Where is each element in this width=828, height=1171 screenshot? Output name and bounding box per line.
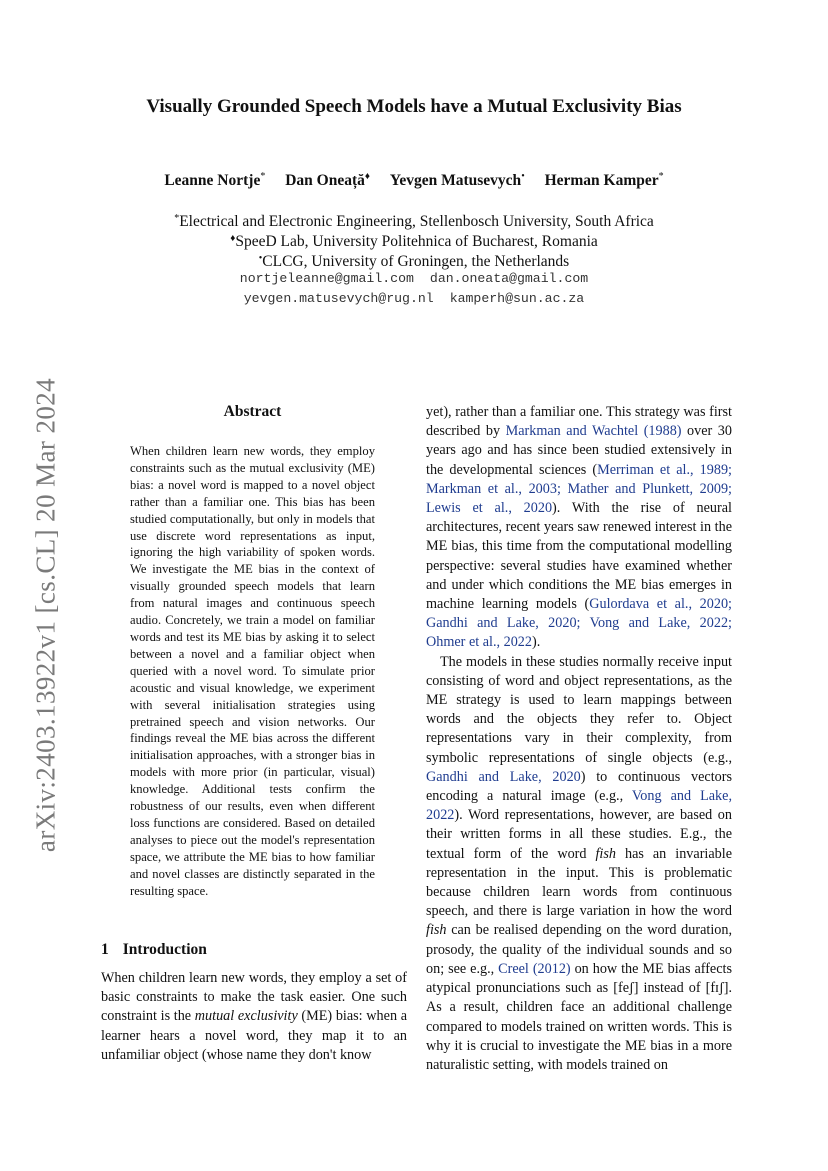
intro-paragraph: When children learn new words, they employ a set of basic constraints to make the task easier. One such constraint is the mutual exclusivity (ME) bias: when a learner hears a novel word, they map it to an unfamiliar object (whose name they don't know <box>101 970 408 1063</box>
author-list <box>0 171 828 190</box>
section-heading: 1 Introduction <box>101 941 207 958</box>
email-line <box>0 271 828 286</box>
email-line <box>0 291 828 306</box>
citation-link[interactable]: Markman and Wachtel (1988) <box>505 423 682 440</box>
citation-link[interactable]: Creel (2012) <box>498 960 571 977</box>
intro-paragraph: The models in these studies normally receive input consisting of word and object representations, as the ME strategy is used to learn mappings between words and the objects they refer to. Object representations vary in their complexity, from symbolic representations of single objects (e.g., Gandhi and Lake, 2020) to continuous vectors encoding a natural image (e.g., Vong and Lake, 2022). Word representations, however, are based on their written forms in all these studies. E.g., the textual form of the word fish has an invariable representation in the input. This is problematic because children learn words from continuous speech, and there is large variation in how the word fish can be realised depending on the word duration, prosody, the quality of the individual sounds and so on; see e.g., Creel (2012) on how the ME bias affects atypical pronunciations such as [feʃ] instead of [fɪʃ]. As a result, children face an additional challenge compared to models trained on written words. This is why it is crucial to investigate the ME bias in a more naturalistic setting, with models trained on <box>426 653 732 1073</box>
author: Leanne Nortje* <box>164 171 266 189</box>
intro-paragraph: yet), rather than a familiar one. This strategy was first described by Markman and Wachtel (1988) over 30 years ago and has since been studied extensively in the developmental sciences (Merriman et al., 1989; Markman et al., 2003; Mather and Plunkett, 2009; Lewis et al., 2020). With the rise of neural architectures, recent years saw renewed interest in the ME bias, this time from the computational modelling perspective: several studies have examined whether and under which conditions the ME bias emerges in machine learning models (Gulordava et al., 2020; Gandhi and Lake, 2020; Vong and Lake, 2022; Ohmer et al., 2022). <box>426 404 732 651</box>
right-column <box>426 403 732 1075</box>
author: Yevgen Matusevych• <box>389 171 525 189</box>
citation-link[interactable]: Vong and Lake, 2022 <box>426 788 732 824</box>
citation-link[interactable]: Gandhi and Lake, 2020 <box>426 768 581 785</box>
author: Dan Oneață♦ <box>285 171 370 189</box>
email: yevgen.matusevych@rug.nl <box>243 291 434 306</box>
email: dan.oneata@gmail.com <box>429 271 589 286</box>
affiliation: *Electrical and Electronic Engineering, Stellenbosch University, South Africa <box>174 213 654 230</box>
arxiv-identifier: arXiv:2403.13922v1 [cs.CL] 20 Mar 2024 <box>30 377 61 853</box>
affiliation: •CLCG, University of Groningen, the Netherlands <box>258 253 570 270</box>
abstract-text: When children learn new words, they employ constraints such as the mutual exclusivity (ME) bias: a novel word is mapped to a novel object rather than a familiar one. This bias has been studied computationally, but only in models that use discrete word representations as input, ignoring the high variability of spoken words. We investigate the ME bias in the context of visually grounded speech models that learn from natural images and continuous speech audio. Concretely, we train a model on familiar words and test its ME bias by asking it to select between a novel and a familiar object when queried with a novel word. To simulate prior acoustic and visual knowledge, we experiment with several initialisation strategies using pretrained speech and vision networks. Our findings reveal the ME bias across the different initialisation approaches, with a stronger bias in models with more prior (in particular, visual) knowledge. Additional tests confirm the robustness of our results, even when different loss functions are considered. Based on detailed analyses to piece out the model's representation space, we attribute the ME bias to how familiar and novel classes are distinctly separated in the resulting space. <box>130 444 375 898</box>
email: nortjeleanne@gmail.com <box>239 271 414 286</box>
paper-title: Visually Grounded Speech Models have a Mutual Exclusivity Bias <box>146 96 682 117</box>
citation-link[interactable]: Gulordava et al., 2020; Gandhi and Lake, 2020; Vong and Lake, 2022; Ohmer et al., 2022 <box>426 596 732 651</box>
email: kamperh@sun.ac.za <box>449 291 585 306</box>
author: Herman Kamper* <box>544 171 664 189</box>
affiliation: ♦SpeeD Lab, University Politehnica of Bucharest, Romania <box>230 233 598 250</box>
abstract-heading: Abstract <box>223 403 282 420</box>
citation-link[interactable]: Merriman et al., 1989; Markman et al., 2003; Mather and Plunkett, 2009; Lewis et al., 2020 <box>426 461 732 517</box>
